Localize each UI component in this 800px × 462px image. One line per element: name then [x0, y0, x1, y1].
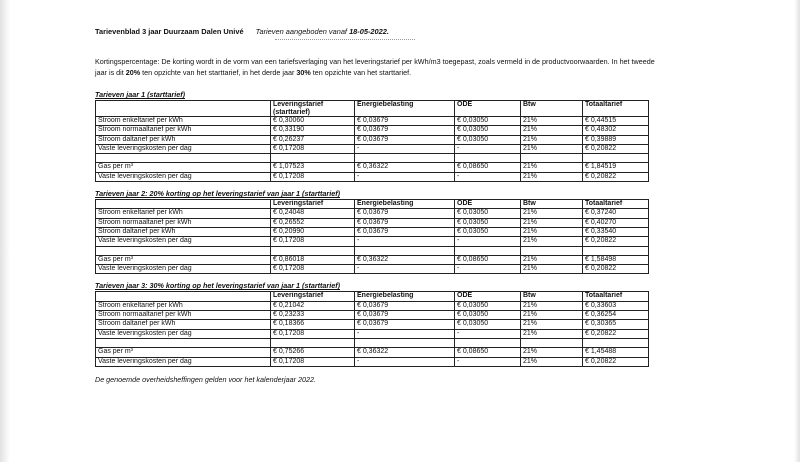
- table-cell: € 1,45488: [583, 348, 649, 357]
- table-cell: € 0,03050: [455, 117, 521, 126]
- table-row: [96, 338, 649, 347]
- table-cell: € 0,08650: [455, 255, 521, 264]
- table-cell: [271, 246, 355, 255]
- table-cell: € 0,03050: [455, 227, 521, 236]
- table-cell: Vaste leveringskosten per dag: [96, 144, 271, 153]
- table-cell: [583, 338, 649, 347]
- table-cell: € 0,24048: [271, 209, 355, 218]
- table-cell: -: [455, 329, 521, 338]
- table-cell: € 0,08650: [455, 348, 521, 357]
- table-header-row: [96, 200, 649, 209]
- header-underline: [275, 39, 415, 40]
- table-cell: € 0,20822: [583, 144, 649, 153]
- column-header: Energiebelasting: [355, 101, 455, 117]
- table-cell: € 0,36254: [583, 311, 649, 320]
- table-cell: € 0,17208: [271, 237, 355, 246]
- table-row: [96, 163, 649, 172]
- table-cell: € 0,17208: [271, 357, 355, 366]
- table-cell: € 0,17208: [271, 144, 355, 153]
- intro-pct-year2: 20%: [125, 68, 141, 77]
- table-cell: -: [455, 265, 521, 274]
- table-cell: 21%: [521, 348, 583, 357]
- table-title: Tarieven jaar 1 (starttarief): [95, 90, 186, 99]
- table-cell: 21%: [521, 357, 583, 366]
- table-cell: [455, 154, 521, 163]
- table-title: Tarieven jaar 3: 30% korting op het leveringstarief van jaar 1 (starttarief): [95, 281, 340, 291]
- table-cell: € 0,37240: [583, 209, 649, 218]
- tariff-table: [95, 199, 649, 274]
- table-cell: 21%: [521, 209, 583, 218]
- document-title: Tarievenblad 3 jaar Duurzaam Dalen Univé: [95, 27, 244, 36]
- table-cell: € 0,26552: [271, 218, 355, 227]
- tariff-table: [95, 291, 649, 366]
- table-row: [96, 218, 649, 227]
- table-row: [96, 265, 649, 274]
- table-cell: Gas per m³: [96, 163, 271, 172]
- table-cell: € 0,20822: [583, 265, 649, 274]
- table-row: [96, 311, 649, 320]
- table-cell: 21%: [521, 301, 583, 310]
- column-header: ODE: [455, 292, 521, 301]
- column-header: Energiebelasting: [355, 200, 455, 209]
- table-cell: 21%: [521, 255, 583, 264]
- column-header: Totaaltarief: [583, 200, 649, 209]
- table-cell: [455, 246, 521, 255]
- table-cell: [96, 246, 271, 255]
- table-cell: Vaste leveringskosten per dag: [96, 237, 271, 246]
- table-cell: 21%: [521, 265, 583, 274]
- tariff-table: [95, 100, 649, 182]
- table-cell: Stroom normaaltarief per kWh: [96, 311, 271, 320]
- table-cell: -: [355, 144, 455, 153]
- table-cell: € 1,58498: [583, 255, 649, 264]
- column-header: [96, 101, 271, 117]
- column-header: Btw: [521, 292, 583, 301]
- table-cell: [583, 154, 649, 163]
- intro-text-1: Kortingspercentage: De korting wordt in de vorm van een tariefsverlaging van het leveringstarief per kWh/m3 toegepast, zoals vermeld in de productvoorwaarden. In het tweede jaar is dit: [95, 57, 655, 77]
- table-cell: € 0,20822: [583, 357, 649, 366]
- table-cell: € 0,23233: [271, 311, 355, 320]
- document-header: [95, 27, 655, 41]
- table-cell: € 0,03679: [355, 320, 455, 329]
- table-cell: Stroom enkeltarief per kWh: [96, 209, 271, 218]
- table-cell: € 0,18366: [271, 320, 355, 329]
- table-cell: € 0,33540: [583, 227, 649, 236]
- table-cell: -: [355, 357, 455, 366]
- table-cell: € 0,40270: [583, 218, 649, 227]
- table-cell: -: [455, 172, 521, 181]
- table-cell: [96, 338, 271, 347]
- table-row: [96, 209, 649, 218]
- table-cell: 21%: [521, 172, 583, 181]
- table-cell: € 0,20822: [583, 329, 649, 338]
- offer-date: 18-05-2022: [349, 27, 387, 36]
- table-cell: € 0,86018: [271, 255, 355, 264]
- column-header: Totaaltarief: [583, 292, 649, 301]
- table-cell: [355, 246, 455, 255]
- table-cell: 21%: [521, 126, 583, 135]
- table-header-row: [96, 101, 649, 117]
- table-cell: € 0,48302: [583, 126, 649, 135]
- table-cell: Stroom daltarief per kWh: [96, 227, 271, 236]
- column-header: [96, 292, 271, 301]
- table-cell: Gas per m³: [96, 255, 271, 264]
- table-cell: € 0,03679: [355, 311, 455, 320]
- table-cell: Gas per m³: [96, 348, 271, 357]
- table-row: [96, 255, 649, 264]
- table-cell: -: [455, 357, 521, 366]
- tariff-tables: [95, 90, 655, 367]
- table-cell: 21%: [521, 320, 583, 329]
- table-cell: € 0,36322: [355, 255, 455, 264]
- table-row: [96, 348, 649, 357]
- document-page: [95, 27, 655, 384]
- viewer-edge-left: [0, 0, 10, 462]
- column-header: Leveringstarief: [271, 200, 355, 209]
- table-cell: [355, 154, 455, 163]
- table-cell: € 0,33190: [271, 126, 355, 135]
- table-cell: € 0,03679: [355, 209, 455, 218]
- table-cell: Stroom enkeltarief per kWh: [96, 117, 271, 126]
- table-cell: € 0,17208: [271, 329, 355, 338]
- table-cell: [521, 246, 583, 255]
- table-row: [96, 117, 649, 126]
- table-cell: 21%: [521, 237, 583, 246]
- table-cell: 21%: [521, 163, 583, 172]
- intro-pct-year3: 30%: [296, 68, 311, 77]
- table-row: [96, 357, 649, 366]
- table-cell: € 0,03050: [455, 135, 521, 144]
- intro-text-3: ten opzichte van het starttarief.: [310, 68, 412, 77]
- table-cell: € 0,17208: [271, 265, 355, 274]
- table-cell: [271, 338, 355, 347]
- table-row: [96, 227, 649, 236]
- table-cell: [583, 246, 649, 255]
- table-cell: Stroom daltarief per kWh: [96, 320, 271, 329]
- table-cell: € 0,03050: [455, 320, 521, 329]
- table-cell: [521, 154, 583, 163]
- table-cell: € 0,03679: [355, 135, 455, 144]
- table-cell: € 1,07523: [271, 163, 355, 172]
- table-row: [96, 237, 649, 246]
- table-cell: [355, 338, 455, 347]
- table-cell: € 0,33603: [583, 301, 649, 310]
- discount-intro: [95, 56, 655, 78]
- column-header: Btw: [521, 200, 583, 209]
- table-cell: € 0,03050: [455, 311, 521, 320]
- table-cell: € 0,03050: [455, 301, 521, 310]
- table-cell: 21%: [521, 218, 583, 227]
- table-header-row: [96, 292, 649, 301]
- table-cell: € 0,21042: [271, 301, 355, 310]
- table-cell: € 0,17208: [271, 172, 355, 181]
- table-cell: 21%: [521, 135, 583, 144]
- table-cell: € 0,20822: [583, 172, 649, 181]
- footer-note: De genoemde overheidsheffingen gelden voor het kalenderjaar 2022.: [95, 374, 316, 384]
- table-cell: 21%: [521, 227, 583, 236]
- table-cell: [96, 154, 271, 163]
- table-cell: Stroom normaaltarief per kWh: [96, 218, 271, 227]
- table-cell: € 0,03050: [455, 126, 521, 135]
- table-row: [96, 135, 649, 144]
- table-row: [96, 320, 649, 329]
- column-header: ODE: [455, 200, 521, 209]
- table-cell: -: [355, 237, 455, 246]
- table-cell: € 0,36322: [355, 348, 455, 357]
- column-header: Leveringstarief: [271, 292, 355, 301]
- offer-date-label: Tarieven aangeboden vanaf: [255, 27, 347, 36]
- viewer-edge-right: [794, 0, 800, 462]
- table-row: [96, 154, 649, 163]
- table-cell: -: [355, 172, 455, 181]
- column-header: Totaaltarief: [583, 101, 649, 117]
- table-cell: -: [455, 144, 521, 153]
- table-cell: € 0,39889: [583, 135, 649, 144]
- table-cell: € 0,20822: [583, 237, 649, 246]
- column-header: Btw: [521, 101, 583, 117]
- table-cell: € 0,03679: [355, 301, 455, 310]
- table-cell: Stroom daltarief per kWh: [96, 135, 271, 144]
- table-cell: 21%: [521, 311, 583, 320]
- column-header: Leveringstarief (starttarief): [271, 101, 355, 117]
- table-cell: Stroom enkeltarief per kWh: [96, 301, 271, 310]
- table-cell: -: [355, 265, 455, 274]
- table-cell: € 0,75266: [271, 348, 355, 357]
- table-title: Tarieven jaar 2: 20% korting op het leveringstarief van jaar 1 (starttarief): [95, 189, 340, 199]
- table-cell: € 0,08650: [455, 163, 521, 172]
- column-header: Energiebelasting: [355, 292, 455, 301]
- table-cell: € 0,03679: [355, 126, 455, 135]
- table-cell: € 0,30365: [583, 320, 649, 329]
- table-cell: [271, 154, 355, 163]
- table-row: [96, 246, 649, 255]
- offer-date-period: .: [386, 27, 389, 36]
- table-cell: € 0,26237: [271, 135, 355, 144]
- table-cell: Vaste leveringskosten per dag: [96, 329, 271, 338]
- table-cell: 21%: [521, 117, 583, 126]
- column-header: [96, 200, 271, 209]
- table-cell: -: [455, 237, 521, 246]
- table-cell: € 0,36322: [355, 163, 455, 172]
- table-row: [96, 126, 649, 135]
- table-row: [96, 172, 649, 181]
- table-cell: € 0,30060: [271, 117, 355, 126]
- table-cell: € 0,03679: [355, 227, 455, 236]
- table-cell: Vaste leveringskosten per dag: [96, 357, 271, 366]
- table-cell: € 1,84519: [583, 163, 649, 172]
- table-row: [96, 144, 649, 153]
- column-header: ODE: [455, 101, 521, 117]
- table-cell: Stroom normaaltarief per kWh: [96, 126, 271, 135]
- table-row: [96, 301, 649, 310]
- table-cell: € 0,03679: [355, 117, 455, 126]
- table-cell: 21%: [521, 329, 583, 338]
- table-cell: € 0,03050: [455, 218, 521, 227]
- intro-text-2: ten opzichte van het starttarief, in het derde jaar: [140, 68, 297, 77]
- table-cell: € 0,03050: [455, 209, 521, 218]
- table-cell: € 0,03679: [355, 218, 455, 227]
- table-cell: [521, 338, 583, 347]
- table-cell: Vaste leveringskosten per dag: [96, 265, 271, 274]
- table-cell: [455, 338, 521, 347]
- table-row: [96, 329, 649, 338]
- table-cell: -: [355, 329, 455, 338]
- table-cell: Vaste leveringskosten per dag: [96, 172, 271, 181]
- table-cell: € 0,20990: [271, 227, 355, 236]
- table-cell: € 0,44515: [583, 117, 649, 126]
- table-cell: 21%: [521, 144, 583, 153]
